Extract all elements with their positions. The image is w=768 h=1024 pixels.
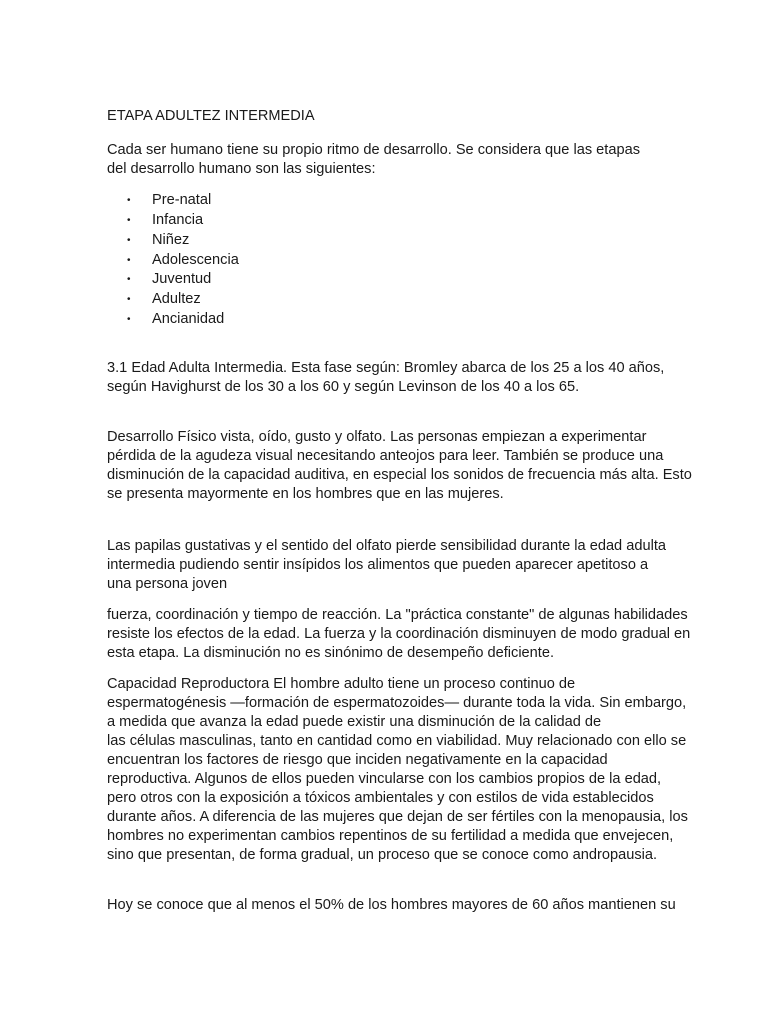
physical-line-4: se presenta mayormente en los hombres que en las mujeres.	[107, 486, 504, 502]
list-item-label: Adolescencia	[152, 252, 239, 268]
reproductive-line-9: hombres no experimentan cambios repentinos de su fertilidad a medida que envejecen,	[107, 828, 674, 844]
reproductive-line-8: durante años. A diferencia de las mujeres que dejan de ser fértiles con la menopausia, los	[107, 809, 688, 825]
list-item	[127, 290, 201, 309]
bullet-icon: •	[127, 235, 131, 246]
list-item-label: Infancia	[152, 212, 204, 228]
physical-line-2: pérdida de la agudeza visual necesitando anteojos para leer. También se produce una	[107, 448, 664, 464]
list-item	[127, 231, 189, 250]
physical-line-1: Desarrollo Físico vista, oído, gusto y olfato. Las personas empiezan a experimentar	[107, 429, 647, 445]
strength-line-2: resiste los efectos de la edad. La fuerza y la coordinación disminuyen de modo gradual en	[107, 626, 691, 642]
physical-line-3: disminución de la capacidad auditiva, en especial los sonidos de frecuencia más alta. Esto	[107, 467, 692, 483]
intro-line-2: del desarrollo humano son las siguientes:	[107, 161, 376, 177]
list-item	[127, 310, 224, 329]
reproductive-line-1: Capacidad Reproductora El hombre adulto tiene un proceso continuo de	[107, 676, 576, 692]
list-item-label: Ancianidad	[152, 311, 225, 327]
taste-line-2: intermedia pudiendo sentir insípidos los alimentos que pueden aparecer apetitoso a	[107, 557, 649, 573]
section-3-1-line-1: 3.1 Edad Adulta Intermedia. Esta fase según: Bromley abarca de los 25 a los 40 años,	[107, 360, 665, 376]
bullet-icon: •	[127, 274, 131, 285]
reproductive-line-3: a medida que avanza la edad puede existir una disminución de la calidad de	[107, 714, 602, 730]
bullet-icon: •	[127, 294, 131, 305]
reproductive-line-10: sino que presentan, de forma gradual, un proceso que se conoce como andropausia.	[107, 847, 658, 863]
list-item	[127, 211, 203, 230]
bullet-icon: •	[127, 215, 131, 226]
reproductive-line-5: encuentran los factores de riesgo que inciden negativamente en la capacidad	[107, 752, 608, 768]
bullet-icon: •	[127, 195, 131, 206]
intro-line-1: Cada ser humano tiene su propio ritmo de desarrollo. Se considera que las etapas	[107, 142, 640, 158]
final-paragraph-line: Hoy se conoce que al menos el 50% de los hombres mayores de 60 años mantienen su	[107, 897, 676, 913]
reproductive-line-4: las células masculinas, tanto en cantidad como en viabilidad. Muy relacionado con ello se	[107, 733, 687, 749]
list-item	[127, 270, 211, 289]
list-item-label: Niñez	[152, 232, 190, 248]
taste-line-3: una persona joven	[107, 576, 228, 592]
reproductive-line-2: espermatogénesis —formación de espermatozoides— durante toda la vida. Sin embargo,	[107, 695, 687, 711]
list-item	[127, 191, 211, 210]
bullet-icon: •	[127, 314, 131, 325]
reproductive-line-7: pero otros con la exposición a tóxicos ambientales y con estilos de vida establecidos	[107, 790, 654, 806]
list-item-label: Juventud	[152, 271, 212, 287]
list-item-label: Pre-natal	[152, 192, 212, 208]
list-item-label: Adultez	[152, 291, 201, 307]
reproductive-line-6: reproductiva. Algunos de ellos pueden vincularse con los cambios propios de la edad,	[107, 771, 662, 787]
strength-line-3: esta etapa. La disminución no es sinónimo de desempeño deficiente.	[107, 645, 555, 661]
list-item	[127, 251, 239, 270]
strength-line-1: fuerza, coordinación y tiempo de reacción. La "práctica constante" de algunas habilidades	[107, 607, 688, 623]
bullet-icon: •	[127, 255, 131, 266]
section-3-1-line-2: según Havighurst de los 30 a los 60 y según Levinson de los 40 a los 65.	[107, 379, 580, 395]
taste-line-1: Las papilas gustativas y el sentido del olfato pierde sensibilidad durante la edad adulta	[107, 538, 666, 554]
document-title: ETAPA ADULTEZ INTERMEDIA	[107, 108, 315, 124]
